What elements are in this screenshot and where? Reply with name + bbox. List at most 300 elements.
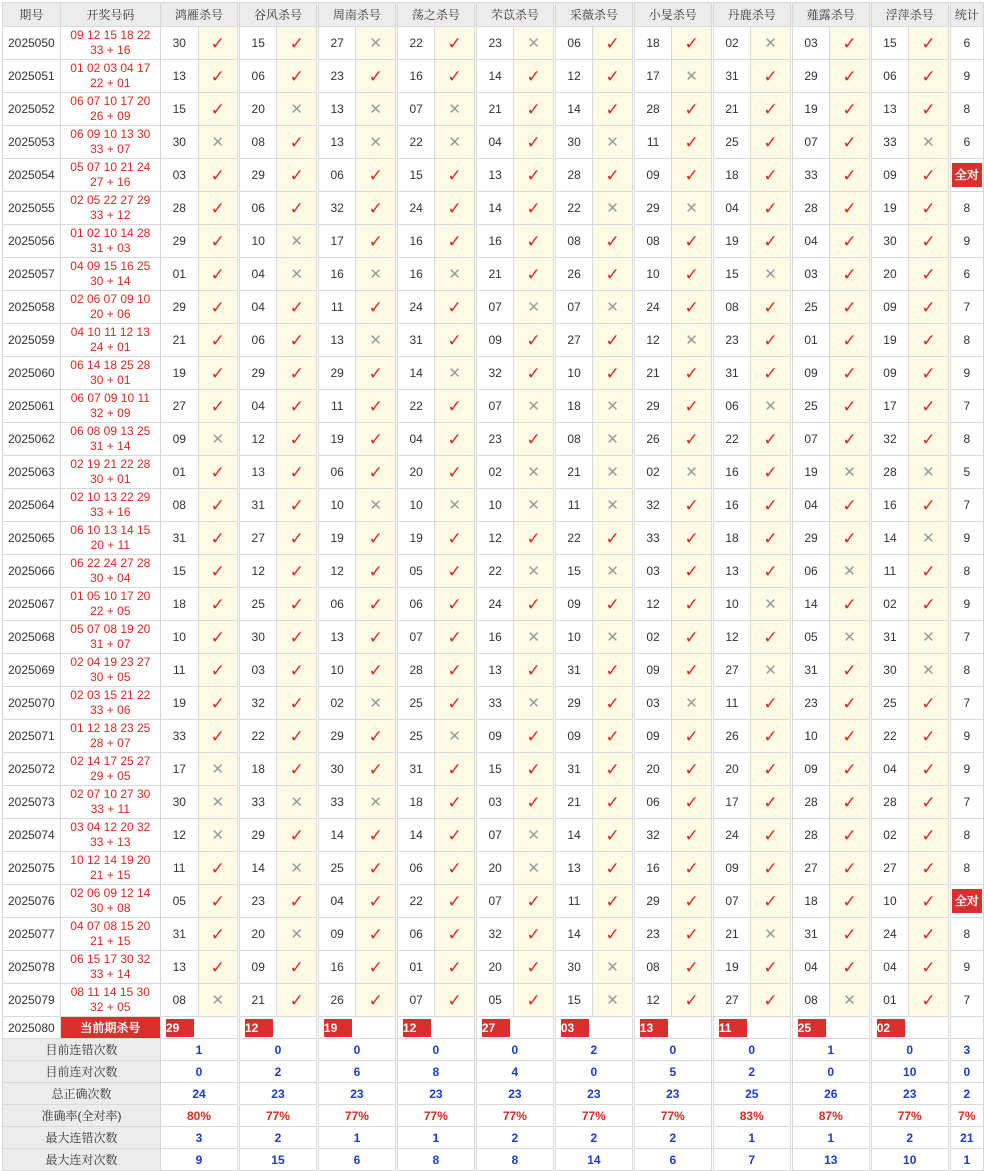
- cross-icon: ✕: [527, 298, 540, 316]
- draw-extra: 30 + 05: [90, 670, 131, 684]
- kill-number: 19: [792, 93, 830, 126]
- result-cell: [830, 27, 870, 60]
- current-kill-number: 27: [482, 1019, 510, 1037]
- draw-main: 06 14 18 25 28: [70, 358, 151, 372]
- result-cell: [672, 456, 712, 489]
- result-cell: [909, 390, 949, 423]
- summary-value: 0: [318, 1039, 395, 1061]
- kill-number: 06: [318, 456, 356, 489]
- stat-cell: 5: [950, 456, 983, 489]
- current-kill-cell: [160, 1017, 237, 1039]
- kill-number: 08: [792, 984, 830, 1017]
- result-cell: [830, 885, 870, 918]
- kill-number: 32: [634, 819, 672, 852]
- kill-number: 18: [792, 885, 830, 918]
- kill-number: 20: [476, 852, 514, 885]
- result-cell: [356, 93, 396, 126]
- draw-numbers: [60, 27, 160, 60]
- result-cell: [514, 687, 554, 720]
- stat-cell: 8: [950, 555, 983, 588]
- check-icon: ✓: [684, 957, 699, 977]
- kill-number: 04: [871, 951, 909, 984]
- cross-icon: ✕: [922, 529, 935, 547]
- draw-main: 06 22 24 27 28: [70, 556, 151, 570]
- kill-number: 06: [713, 390, 751, 423]
- check-icon: ✓: [605, 693, 620, 713]
- check-icon: ✓: [289, 429, 304, 449]
- check-icon: ✓: [289, 165, 304, 185]
- result-cell: [593, 885, 633, 918]
- check-icon: ✓: [684, 726, 699, 746]
- check-icon: ✓: [763, 858, 778, 878]
- result-cell: [514, 852, 554, 885]
- table-row: [3, 885, 984, 918]
- result-cell: [672, 819, 712, 852]
- period-cell: 2025061: [3, 390, 61, 423]
- kill-number: 23: [318, 60, 356, 93]
- check-icon: ✓: [289, 495, 304, 515]
- check-icon: ✓: [447, 198, 462, 218]
- kill-number: 33: [476, 687, 514, 720]
- kill-number: 19: [792, 456, 830, 489]
- cross-icon: ✕: [685, 199, 698, 217]
- table-row: [3, 984, 984, 1017]
- kill-number: 18: [397, 786, 435, 819]
- result-cell: [277, 588, 317, 621]
- summary-value: 2: [239, 1127, 316, 1149]
- kill-number: 32: [871, 423, 909, 456]
- kill-number: 25: [318, 852, 356, 885]
- check-icon: ✓: [921, 363, 936, 383]
- check-icon: ✓: [842, 792, 857, 812]
- kill-number: 19: [713, 951, 751, 984]
- kill-number: 19: [318, 423, 356, 456]
- kill-number: 06: [239, 324, 277, 357]
- cross-icon: ✕: [922, 133, 935, 151]
- summary-value: 77%: [871, 1105, 948, 1127]
- header-expert: 荡之杀号: [397, 3, 474, 27]
- result-cell: [435, 654, 475, 687]
- check-icon: ✓: [684, 792, 699, 812]
- check-icon: ✓: [921, 561, 936, 581]
- kill-number: 13: [239, 456, 277, 489]
- kill-number: 04: [239, 390, 277, 423]
- draw-numbers: [60, 324, 160, 357]
- kill-number: 22: [397, 126, 435, 159]
- kill-number: 05: [792, 621, 830, 654]
- result-cell: [198, 27, 238, 60]
- check-icon: ✓: [921, 231, 936, 251]
- draw-numbers: [60, 159, 160, 192]
- summary-label: 总正确次数: [3, 1083, 161, 1105]
- cross-icon: ✕: [606, 397, 619, 415]
- kill-number: 09: [634, 720, 672, 753]
- kill-number: 11: [160, 654, 198, 687]
- result-cell: [435, 390, 475, 423]
- check-icon: ✓: [447, 627, 462, 647]
- header-expert: 薤露杀号: [792, 3, 869, 27]
- draw-extra: 20 + 06: [90, 307, 131, 321]
- result-cell: [751, 654, 791, 687]
- check-icon: ✓: [921, 858, 936, 878]
- result-cell: [909, 918, 949, 951]
- cross-icon: ✕: [606, 991, 619, 1009]
- kill-number: 13: [713, 555, 751, 588]
- result-cell: [277, 819, 317, 852]
- kill-number: 25: [397, 720, 435, 753]
- header-expert: 小旻杀号: [634, 3, 711, 27]
- draw-numbers: [60, 654, 160, 687]
- kill-number: 14: [318, 819, 356, 852]
- check-icon: ✓: [763, 99, 778, 119]
- result-cell: [198, 357, 238, 390]
- kill-number: 25: [792, 291, 830, 324]
- cross-icon: ✕: [606, 958, 619, 976]
- result-cell: [514, 621, 554, 654]
- kill-number: 10: [713, 588, 751, 621]
- check-icon: ✓: [605, 594, 620, 614]
- cross-icon: ✕: [764, 34, 777, 52]
- draw-extra: 22 + 01: [90, 76, 131, 90]
- check-icon: ✓: [684, 231, 699, 251]
- kill-number: 12: [239, 555, 277, 588]
- cross-icon: ✕: [606, 298, 619, 316]
- result-cell: [198, 423, 238, 456]
- cross-icon: ✕: [606, 430, 619, 448]
- check-icon: ✓: [368, 825, 383, 845]
- kill-number: 13: [476, 654, 514, 687]
- summary-value: 6: [634, 1149, 711, 1171]
- kill-number: 07: [397, 93, 435, 126]
- result-cell: [751, 621, 791, 654]
- result-cell: [751, 918, 791, 951]
- kill-number: 14: [239, 852, 277, 885]
- check-icon: ✓: [289, 693, 304, 713]
- result-cell: [830, 126, 870, 159]
- period-cell: 2025060: [3, 357, 61, 390]
- stat-cell: 9: [950, 60, 983, 93]
- draw-main: 06 07 10 17 20: [70, 94, 151, 108]
- kill-number: 04: [397, 423, 435, 456]
- cross-icon: ✕: [211, 133, 225, 151]
- header-expert: 浮萍杀号: [871, 3, 948, 27]
- period-cell: 2025078: [3, 951, 61, 984]
- kill-number: 30: [871, 654, 909, 687]
- cross-icon: ✕: [764, 661, 777, 679]
- check-icon: ✓: [842, 495, 857, 515]
- summary-row: [3, 1127, 984, 1149]
- check-icon: ✓: [289, 759, 304, 779]
- period-cell: 2025056: [3, 225, 61, 258]
- check-icon: ✓: [763, 957, 778, 977]
- result-cell: [672, 654, 712, 687]
- check-icon: ✓: [921, 891, 936, 911]
- result-cell: [672, 324, 712, 357]
- period-cell: 2025077: [3, 918, 61, 951]
- draw-extra: 33 + 07: [90, 142, 131, 156]
- result-cell: [751, 93, 791, 126]
- result-cell: [435, 27, 475, 60]
- check-icon: ✓: [210, 99, 225, 119]
- kill-number: 12: [634, 324, 672, 357]
- summary-row: [3, 1105, 984, 1127]
- period-cell: 2025051: [3, 60, 61, 93]
- result-cell: [435, 357, 475, 390]
- check-icon: ✓: [526, 363, 541, 383]
- draw-numbers: [60, 687, 160, 720]
- result-cell: [672, 621, 712, 654]
- kill-number: 13: [160, 60, 198, 93]
- kill-number: 13: [318, 93, 356, 126]
- result-cell: [593, 324, 633, 357]
- table-row: [3, 852, 984, 885]
- draw-main: 03 04 12 20 32: [70, 820, 151, 834]
- result-cell: [514, 819, 554, 852]
- draw-main: 02 04 19 23 27: [70, 655, 151, 669]
- result-cell: [830, 225, 870, 258]
- check-icon: ✓: [289, 957, 304, 977]
- kill-number: 12: [476, 522, 514, 555]
- check-icon: ✓: [684, 363, 699, 383]
- cross-icon: ✕: [211, 430, 225, 448]
- kill-number: 24: [634, 291, 672, 324]
- check-icon: ✓: [763, 759, 778, 779]
- all-correct-badge: 全对: [952, 163, 982, 187]
- result-cell: [593, 621, 633, 654]
- kill-number: 13: [555, 852, 593, 885]
- draw-numbers: [60, 291, 160, 324]
- kill-number: 07: [476, 819, 514, 852]
- current-kill-cell: [318, 1017, 395, 1039]
- kill-number: 03: [239, 654, 277, 687]
- result-cell: [198, 654, 238, 687]
- summary-value: 0: [397, 1039, 474, 1061]
- draw-numbers: [60, 951, 160, 984]
- summary-value: 1: [713, 1127, 790, 1149]
- result-cell: [277, 687, 317, 720]
- kill-number: 30: [871, 225, 909, 258]
- summary-value: 83%: [713, 1105, 790, 1127]
- kill-number: 16: [713, 489, 751, 522]
- result-cell: [830, 918, 870, 951]
- summary-value: 77%: [239, 1105, 316, 1127]
- check-icon: ✓: [763, 990, 778, 1010]
- kill-number: 21: [239, 984, 277, 1017]
- check-icon: ✓: [447, 396, 462, 416]
- table-row: [3, 27, 984, 60]
- cross-icon: ✕: [369, 100, 382, 118]
- kill-number: 24: [397, 291, 435, 324]
- check-icon: ✓: [526, 792, 541, 812]
- check-icon: ✓: [763, 165, 778, 185]
- check-icon: ✓: [368, 594, 383, 614]
- result-cell: [593, 93, 633, 126]
- check-icon: ✓: [526, 990, 541, 1010]
- kill-number: 27: [713, 984, 751, 1017]
- result-cell: [514, 753, 554, 786]
- summary-label: 最大连错次数: [3, 1127, 161, 1149]
- kill-number: 06: [634, 786, 672, 819]
- check-icon: ✓: [921, 495, 936, 515]
- result-cell: [593, 687, 633, 720]
- cross-icon: ✕: [211, 991, 225, 1009]
- kill-number: 11: [318, 291, 356, 324]
- result-cell: [277, 984, 317, 1017]
- check-icon: ✓: [684, 495, 699, 515]
- result-cell: [593, 258, 633, 291]
- check-icon: ✓: [368, 891, 383, 911]
- kill-number: 18: [160, 588, 198, 621]
- kill-number: 23: [476, 27, 514, 60]
- current-label: 当前期杀号: [60, 1017, 160, 1039]
- kill-number: 27: [555, 324, 593, 357]
- result-cell: [751, 753, 791, 786]
- summary-value: 13: [792, 1149, 869, 1171]
- result-cell: [830, 621, 870, 654]
- result-cell: [198, 225, 238, 258]
- cross-icon: ✕: [290, 793, 303, 811]
- summary-value: 0: [713, 1039, 790, 1061]
- result-cell: [751, 984, 791, 1017]
- kill-number: 28: [555, 159, 593, 192]
- check-icon: ✓: [842, 924, 857, 944]
- check-icon: ✓: [763, 429, 778, 449]
- stat-cell: 9: [950, 720, 983, 753]
- check-icon: ✓: [684, 924, 699, 944]
- kill-number: 31: [160, 918, 198, 951]
- period-cell: 2025055: [3, 192, 61, 225]
- cross-icon: ✕: [764, 265, 777, 283]
- kill-number: 27: [713, 654, 751, 687]
- check-icon: ✓: [289, 33, 304, 53]
- kill-number: 08: [634, 951, 672, 984]
- result-cell: [909, 192, 949, 225]
- check-icon: ✓: [763, 627, 778, 647]
- cross-icon: ✕: [922, 661, 935, 679]
- summary-row: [3, 1061, 984, 1083]
- kill-number: 12: [239, 423, 277, 456]
- kill-number: 10: [318, 489, 356, 522]
- kill-number: 15: [713, 258, 751, 291]
- draw-numbers: [60, 819, 160, 852]
- kill-number: 24: [476, 588, 514, 621]
- stat-cell: 9: [950, 357, 983, 390]
- cross-icon: ✕: [369, 34, 382, 52]
- result-cell: [593, 951, 633, 984]
- draw-main: 02 14 17 25 27: [70, 754, 151, 768]
- period-cell: 2025071: [3, 720, 61, 753]
- draw-numbers: [60, 423, 160, 456]
- result-cell: [435, 258, 475, 291]
- check-icon: ✓: [368, 627, 383, 647]
- result-cell: [514, 654, 554, 687]
- result-cell: [277, 390, 317, 423]
- check-icon: ✓: [210, 330, 225, 350]
- draw-extra: 20 + 11: [90, 538, 131, 552]
- result-cell: [514, 291, 554, 324]
- summary-value: 1: [397, 1127, 474, 1149]
- table-row: [3, 357, 984, 390]
- result-cell: [277, 258, 317, 291]
- result-cell: [356, 27, 396, 60]
- kill-number: 09: [318, 918, 356, 951]
- result-cell: [277, 159, 317, 192]
- check-icon: ✓: [842, 165, 857, 185]
- check-icon: ✓: [447, 330, 462, 350]
- stat-cell: 9: [950, 951, 983, 984]
- check-icon: ✓: [842, 99, 857, 119]
- result-cell: [909, 555, 949, 588]
- result-cell: [514, 258, 554, 291]
- kill-number: 04: [239, 291, 277, 324]
- draw-main: 02 05 22 27 29: [70, 193, 151, 207]
- kill-number: 15: [555, 555, 593, 588]
- kill-number: 27: [871, 852, 909, 885]
- table-row: [3, 159, 984, 192]
- check-icon: ✓: [684, 594, 699, 614]
- draw-main: 10 12 14 19 20: [70, 853, 151, 867]
- current-kill-number: 02: [877, 1019, 905, 1037]
- kill-number: 20: [713, 753, 751, 786]
- summary-value: 3: [160, 1127, 237, 1149]
- result-cell: [356, 819, 396, 852]
- check-icon: ✓: [526, 528, 541, 548]
- check-icon: ✓: [289, 66, 304, 86]
- draw-numbers: [60, 126, 160, 159]
- draw-extra: 33 + 16: [90, 43, 131, 57]
- table-row: [3, 720, 984, 753]
- current-kill-cell: [239, 1017, 316, 1039]
- table-row: [3, 654, 984, 687]
- period-cell: 2025076: [3, 885, 61, 918]
- result-cell: [751, 324, 791, 357]
- check-icon: ✓: [368, 66, 383, 86]
- kill-number: 32: [318, 192, 356, 225]
- check-icon: ✓: [605, 363, 620, 383]
- check-icon: ✓: [921, 990, 936, 1010]
- kill-number: 31: [713, 357, 751, 390]
- result-cell: [277, 621, 317, 654]
- result-cell: [435, 93, 475, 126]
- stat-cell: 8: [950, 654, 983, 687]
- stat-cell: 9: [950, 753, 983, 786]
- summary-value: 23: [555, 1083, 632, 1105]
- draw-numbers: [60, 93, 160, 126]
- check-icon: ✓: [368, 759, 383, 779]
- check-icon: ✓: [684, 627, 699, 647]
- kill-number: 21: [476, 258, 514, 291]
- cross-icon: ✕: [290, 925, 303, 943]
- check-icon: ✓: [447, 957, 462, 977]
- kill-number: 16: [318, 951, 356, 984]
- kill-number: 30: [239, 621, 277, 654]
- result-cell: [514, 555, 554, 588]
- check-icon: ✓: [921, 825, 936, 845]
- check-icon: ✓: [210, 528, 225, 548]
- kill-number: 26: [555, 258, 593, 291]
- result-cell: [277, 489, 317, 522]
- kill-number: 15: [871, 27, 909, 60]
- check-icon: ✓: [842, 198, 857, 218]
- period-cell: 2025065: [3, 522, 61, 555]
- cross-icon: ✕: [685, 694, 698, 712]
- result-cell: [909, 654, 949, 687]
- check-icon: ✓: [526, 330, 541, 350]
- draw-main: 05 07 10 21 24: [70, 160, 151, 174]
- cross-icon: ✕: [369, 793, 382, 811]
- result-cell: [672, 357, 712, 390]
- kill-number: 06: [397, 918, 435, 951]
